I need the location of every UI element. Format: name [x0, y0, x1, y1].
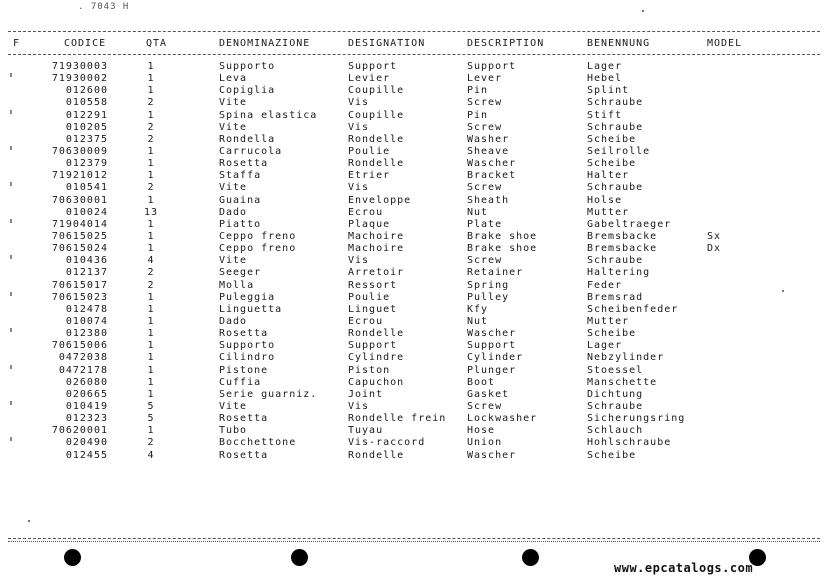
cell-qty: 1 [147, 376, 155, 388]
cell-it: Spina elastica [219, 109, 318, 121]
cell-en: Pulley [467, 291, 510, 303]
cell-code: 70615017 [51, 279, 108, 291]
cell-qty: 1 [147, 61, 155, 72]
cell-fr: Piston [348, 364, 391, 376]
cell-de: Splint [587, 85, 630, 97]
cell-code: 70630001 [51, 194, 108, 206]
cell-en: Lockwasher [467, 413, 538, 425]
scan-speck [782, 290, 784, 292]
cell-code: 70620001 [51, 425, 108, 437]
cell-fr: Coupille [348, 85, 405, 97]
cell-qty: 4 [147, 449, 155, 461]
cell-it: Vite [219, 400, 248, 412]
cell-en: Nut [467, 315, 489, 327]
table-row [0, 365, 826, 377]
cell-qty: 1 [147, 291, 155, 303]
cell-it: Supporto [219, 61, 276, 72]
margin-tick [10, 182, 12, 186]
cell-code: 0472178 [58, 364, 108, 376]
cell-qty: 2 [147, 133, 155, 145]
cell-it: Dado [219, 315, 248, 327]
footer-rule-2 [8, 541, 820, 542]
cell-de: Bremsrad [587, 291, 644, 303]
cell-fr: Vis [348, 182, 370, 194]
cell-fr: Poulie [348, 145, 391, 157]
cell-code: 012600 [65, 85, 108, 97]
cell-code: 012455 [65, 449, 108, 461]
cell-en: Spring [467, 279, 510, 291]
cell-qty: 1 [147, 194, 155, 206]
punch-hole-2 [291, 549, 308, 566]
header-model: MODEL [707, 38, 743, 49]
cell-model: Dx [707, 243, 722, 255]
cell-qty: 1 [147, 303, 155, 315]
table-row [0, 122, 826, 134]
cell-de: Sicherungsring [587, 413, 686, 425]
cell-it: Rosetta [219, 449, 269, 461]
cell-code: 012291 [65, 109, 108, 121]
cell-code: 70615006 [51, 340, 108, 352]
cell-it: Vite [219, 182, 248, 194]
cell-de: Bremsbacke [587, 230, 658, 242]
cell-de: Seilrolle [587, 145, 651, 157]
cell-qty: 1 [147, 388, 155, 400]
cell-de: Manschette [587, 376, 658, 388]
cell-en: Wascher [467, 158, 517, 170]
cell-it: Rosetta [219, 328, 269, 340]
cell-qty: 2 [147, 97, 155, 109]
cell-fr: Etrier [348, 170, 391, 182]
cell-fr: Linguet [348, 303, 398, 315]
cell-qty: 1 [147, 243, 155, 255]
cell-it: Piatto [219, 218, 262, 230]
cell-de: Scheibenfeder [587, 303, 679, 315]
cell-en: Screw [467, 400, 503, 412]
cell-en: Nut [467, 206, 489, 218]
cell-de: Bremsbacke [587, 243, 658, 255]
margin-tick [10, 365, 12, 369]
table-row [0, 377, 826, 389]
cell-en: Plate [467, 218, 503, 230]
cell-code: 010074 [65, 315, 108, 327]
table-row [0, 195, 826, 207]
cell-code: 010024 [65, 206, 108, 218]
cell-fr: Vis [348, 97, 370, 109]
cell-de: Scheibe [587, 158, 637, 170]
table-row [0, 316, 826, 328]
cell-code: 020665 [65, 388, 108, 400]
scan-speck [28, 520, 30, 522]
cell-code: 026080 [65, 376, 108, 388]
cell-en: Support [467, 340, 517, 352]
cell-fr: Rondelle [348, 158, 405, 170]
header-designation: DESIGNATION [348, 38, 426, 49]
cell-en: Wascher [467, 328, 517, 340]
cell-qty: 2 [147, 121, 155, 133]
cell-it: Supporto [219, 340, 276, 352]
cell-qty: 1 [147, 73, 155, 85]
cell-it: Vite [219, 97, 248, 109]
cell-fr: Support [348, 61, 398, 72]
table-row [0, 255, 826, 267]
page-code: . 7043 H [78, 2, 130, 12]
cell-de: Schraube [587, 255, 644, 267]
cell-code: 012379 [65, 158, 108, 170]
table-row [0, 292, 826, 304]
cell-en: Retainer [467, 267, 524, 279]
cell-code: 71930003 [51, 61, 108, 72]
table-row [0, 413, 826, 425]
cell-en: Boot [467, 376, 496, 388]
cell-de: Schraube [587, 97, 644, 109]
cell-code: 010436 [65, 255, 108, 267]
margin-tick [10, 146, 12, 150]
table-row [0, 219, 826, 231]
header-bottom-rule [8, 54, 820, 55]
cell-fr: Rondelle [348, 328, 405, 340]
cell-qty: 1 [147, 340, 155, 352]
header-codice: CODICE [64, 38, 107, 49]
cell-en: Sheave [467, 145, 510, 157]
cell-it: Linguetta [219, 303, 283, 315]
cell-en: Pin [467, 85, 489, 97]
cell-en: Brake shoe [467, 230, 538, 242]
table-row [0, 340, 826, 352]
cell-code: 010558 [65, 97, 108, 109]
cell-it: Ceppo freno [219, 230, 297, 242]
cell-code: 010205 [65, 121, 108, 133]
table-row [0, 280, 826, 292]
margin-tick [10, 292, 12, 296]
cell-en: Brake shoe [467, 243, 538, 255]
cell-code: 012375 [65, 133, 108, 145]
cell-qty: 1 [147, 352, 155, 364]
cell-it: Guaina [219, 194, 262, 206]
table-row [0, 73, 826, 85]
cell-de: Schlauch [587, 425, 644, 437]
cell-fr: Vis-raccord [348, 437, 426, 449]
cell-qty: 1 [147, 364, 155, 376]
cell-qty: 2 [147, 267, 155, 279]
cell-fr: Enveloppe [348, 194, 412, 206]
cell-de: Stift [587, 109, 623, 121]
cell-en: Screw [467, 97, 503, 109]
cell-fr: Joint [348, 388, 384, 400]
cell-en: Bracket [467, 170, 517, 182]
cell-qty: 1 [147, 109, 155, 121]
cell-de: Lager [587, 61, 623, 72]
cell-qty: 1 [147, 145, 155, 157]
cell-it: Rondella [219, 133, 276, 145]
cell-en: Support [467, 61, 517, 72]
cell-de: Lager [587, 340, 623, 352]
cell-code: 70630009 [51, 145, 108, 157]
table-row [0, 401, 826, 413]
cell-fr: Arretoir [348, 267, 405, 279]
cell-de: Halter [587, 170, 630, 182]
cell-it: Rosetta [219, 413, 269, 425]
cell-model: Sx [707, 230, 722, 242]
cell-it: Vite [219, 121, 248, 133]
cell-code: 010419 [65, 400, 108, 412]
margin-tick [10, 73, 12, 77]
table-row [0, 267, 826, 279]
cell-qty: 1 [147, 170, 155, 182]
cell-it: Cilindro [219, 352, 276, 364]
cell-fr: Levier [348, 73, 391, 85]
table-row [0, 110, 826, 122]
cell-qty: 5 [147, 400, 155, 412]
cell-code: 0472038 [58, 352, 108, 364]
cell-fr: Ecrou [348, 206, 384, 218]
table-row [0, 158, 826, 170]
watermark: www.epcatalogs.com [614, 561, 754, 575]
cell-qty: 1 [147, 315, 155, 327]
cell-de: Schraube [587, 400, 644, 412]
cell-qty: 2 [147, 279, 155, 291]
cell-code: 70615024 [51, 243, 108, 255]
cell-qty: 5 [147, 413, 155, 425]
cell-code: 71921012 [51, 170, 108, 182]
header-description: DESCRIPTION [467, 38, 545, 49]
cell-it: Rosetta [219, 158, 269, 170]
cell-fr: Capuchon [348, 376, 405, 388]
cell-qty: 1 [147, 230, 155, 242]
cell-fr: Machoire [348, 230, 405, 242]
cell-qty: 2 [147, 437, 155, 449]
cell-de: Stoessel [587, 364, 644, 376]
table-row [0, 389, 826, 401]
cell-code: 012323 [65, 413, 108, 425]
cell-it: Leva [219, 73, 248, 85]
margin-tick [10, 219, 12, 223]
cell-de: Nebzylinder [587, 352, 665, 364]
cell-de: Scheibe [587, 449, 637, 461]
cell-code: 012478 [65, 303, 108, 315]
cell-fr: Vis [348, 400, 370, 412]
cell-en: Screw [467, 121, 503, 133]
footer-rule [8, 538, 820, 539]
cell-it: Bocchettone [219, 437, 297, 449]
cell-en: Lever [467, 73, 503, 85]
margin-tick [10, 328, 12, 332]
cell-it: Molla [219, 279, 255, 291]
table-row [0, 243, 826, 255]
cell-qty: 4 [147, 255, 155, 267]
cell-en: Screw [467, 182, 503, 194]
cell-it: Staffa [219, 170, 262, 182]
header-top-rule [8, 31, 820, 32]
table-row [0, 450, 826, 462]
cell-qty: 1 [147, 218, 155, 230]
cell-en: Hose [467, 425, 496, 437]
cell-fr: Vis [348, 121, 370, 133]
cell-fr: Vis [348, 255, 370, 267]
cell-de: Hebel [587, 73, 623, 85]
cell-qty: 13 [143, 206, 159, 218]
cell-fr: Rondelle [348, 133, 405, 145]
cell-fr: Rondelle frein [348, 413, 447, 425]
punch-hole-1 [64, 549, 81, 566]
cell-qty: 1 [147, 158, 155, 170]
table-row [0, 182, 826, 194]
cell-qty: 1 [147, 328, 155, 340]
cell-fr: Support [348, 340, 398, 352]
cell-fr: Coupille [348, 109, 405, 121]
cell-fr: Poulie [348, 291, 391, 303]
cell-de: Mutter [587, 315, 630, 327]
cell-en: Pin [467, 109, 489, 121]
cell-fr: Machoire [348, 243, 405, 255]
header-qta: QTA [146, 38, 168, 49]
cell-code: 020490 [65, 437, 108, 449]
table-row [0, 146, 826, 158]
margin-tick [10, 401, 12, 405]
cell-fr: Ressort [348, 279, 398, 291]
cell-it: Tubo [219, 425, 248, 437]
table-row [0, 170, 826, 182]
cell-it: Dado [219, 206, 248, 218]
cell-it: Copiglia [219, 85, 276, 97]
cell-de: Mutter [587, 206, 630, 218]
cell-fr: Tuyau [348, 425, 384, 437]
table-row [0, 304, 826, 316]
cell-en: Union [467, 437, 503, 449]
cell-de: Scheibe [587, 328, 637, 340]
header-benennung: BENENNUNG [587, 38, 651, 49]
table-row [0, 425, 826, 437]
cell-it: Seeger [219, 267, 262, 279]
cell-de: Dichtung [587, 388, 644, 400]
table-row [0, 134, 826, 146]
cell-code: 70615025 [51, 230, 108, 242]
cell-code: 70615023 [51, 291, 108, 303]
cell-it: Puleggia [219, 291, 276, 303]
cell-de: Gabeltraeger [587, 218, 672, 230]
cell-en: Kfy [467, 303, 489, 315]
punch-hole-3 [522, 549, 539, 566]
cell-de: Haltering [587, 267, 651, 279]
header-f: F [13, 38, 21, 49]
cell-code: 71930002 [51, 73, 108, 85]
table-row [0, 207, 826, 219]
cell-it: Vite [219, 255, 248, 267]
cell-code: 012380 [65, 328, 108, 340]
cell-qty: 1 [147, 425, 155, 437]
cell-code: 012137 [65, 267, 108, 279]
margin-tick [10, 255, 12, 259]
parts-table [0, 61, 826, 462]
cell-it: Carrucola [219, 145, 283, 157]
cell-code: 010541 [65, 182, 108, 194]
cell-en: Cylinder [467, 352, 524, 364]
cell-de: Feder [587, 279, 623, 291]
cell-en: Plunger [467, 364, 517, 376]
cell-fr: Plaque [348, 218, 391, 230]
cell-fr: Ecrou [348, 315, 384, 327]
cell-it: Pistone [219, 364, 269, 376]
cell-de: Schraube [587, 182, 644, 194]
cell-en: Wascher [467, 449, 517, 461]
margin-tick [10, 437, 12, 441]
cell-de: Scheibe [587, 133, 637, 145]
cell-en: Screw [467, 255, 503, 267]
table-row [0, 85, 826, 97]
cell-code: 71904014 [51, 218, 108, 230]
table-row [0, 61, 826, 73]
table-row [0, 352, 826, 364]
table-row [0, 328, 826, 340]
cell-en: Gasket [467, 388, 510, 400]
cell-it: Serie guarniz. [219, 388, 318, 400]
scan-speck [642, 10, 644, 12]
cell-it: Cuffia [219, 376, 262, 388]
cell-de: Holse [587, 194, 623, 206]
cell-qty: 2 [147, 182, 155, 194]
table-row [0, 437, 826, 449]
cell-fr: Rondelle [348, 449, 405, 461]
cell-it: Ceppo freno [219, 243, 297, 255]
cell-qty: 1 [147, 85, 155, 97]
cell-de: Hohlschraube [587, 437, 672, 449]
cell-fr: Cylindre [348, 352, 405, 364]
cell-en: Washer [467, 133, 510, 145]
cell-en: Sheath [467, 194, 510, 206]
cell-de: Schraube [587, 121, 644, 133]
header-denominazione: DENOMINAZIONE [219, 38, 311, 49]
margin-tick [10, 110, 12, 114]
table-row [0, 97, 826, 109]
table-row [0, 231, 826, 243]
